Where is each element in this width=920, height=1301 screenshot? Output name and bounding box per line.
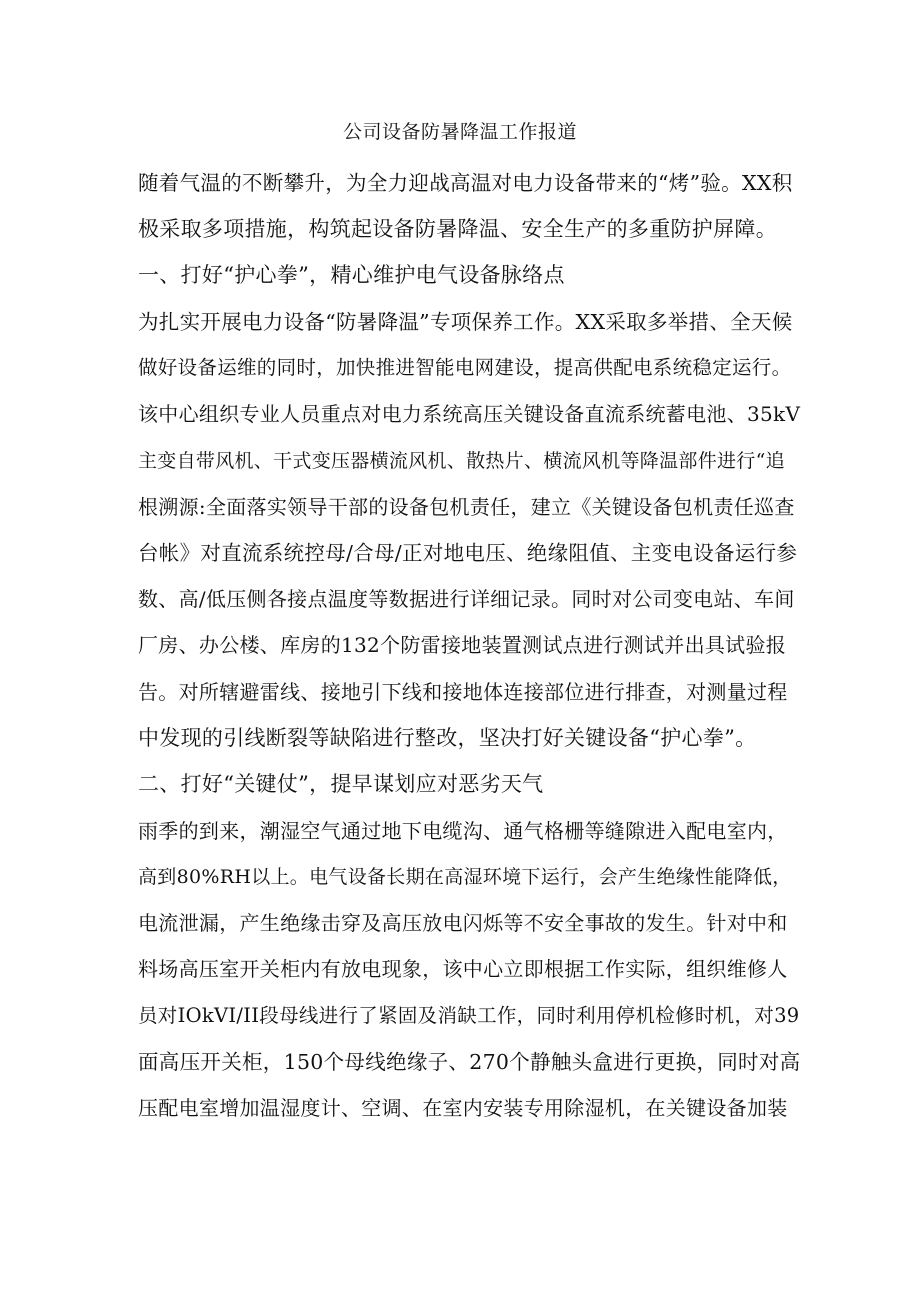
text-line: 极采取多项措施，构筑起设备防暑降温、安全生产的多重防护屏障。 bbox=[138, 217, 777, 241]
text-line: 厂房、办公楼、库房的132个防雷接地装置测试点进行测试并出具试验报 bbox=[138, 633, 787, 657]
text-line: 高到80%RH以上。电气设备长期在高湿环境下运行，会产生绝缘性能降低， bbox=[138, 866, 792, 888]
section-heading: 二、打好“关键仗”，提早谋划应对恶劣天气 bbox=[138, 772, 544, 796]
text-line: 台帐》对直流系统控母/合母/正对地电压、绝缘阻值、主变电设备运行参 bbox=[138, 541, 798, 565]
text-line: 做好设备运维的同时，加快推进智能电网建设，提高供配电系统稳定运行。 bbox=[138, 356, 792, 379]
text-line: 该中心组织专业人员重点对电力系统高压关键设备直流系统蓄电池、35kV bbox=[138, 402, 801, 426]
text-line: 随着气温的不断攀升，为全力迎战高温对电力设备带来的“烤”验。XX积 bbox=[138, 171, 793, 195]
text-line: 员对IOkVI/II段母线进行了紧固及消缺工作，同时利用停机检修时机，对39 bbox=[138, 1004, 800, 1027]
text-line: 电流泄漏，产生绝缘击穿及高压放电闪烁等不安全事故的发生。针对中和 bbox=[138, 911, 788, 935]
section-heading: 一、打好“护心拳”，精心维护电气设备脉络点 bbox=[138, 263, 565, 287]
text-line: 根溯源:全面落实领导干部的设备包机责任，建立《关键设备包机责任巡查 bbox=[138, 495, 795, 519]
text-line: 数、高/低压侧各接点温度等数据进行详细记录。同时对公司变电站、车间 bbox=[138, 587, 795, 611]
text-line: 告。对所辖避雷线、接地引下线和接地体连接部位进行排查，对测量过程 bbox=[138, 680, 788, 704]
text-line: 压配电室增加温湿度计、空调、在室内安装专用除湿机，在关键设备加装 bbox=[138, 1096, 788, 1120]
text-line: 主变自带风机、干式变压器横流风机、散热片、横流风机等降温部件进行“追 bbox=[138, 450, 785, 472]
text-line: 雨季的到来，潮湿空气通过地下电缆沟、通气格栅等缝隙进入配电室内， bbox=[138, 819, 788, 843]
text-line: 料场高压室开关柜内有放电现象，该中心立即根据工作实际，组织维修人 bbox=[138, 957, 788, 981]
text-line: 中发现的引线断裂等缺陷进行整改，坚决打好关键设备“护心拳”。 bbox=[138, 726, 757, 750]
text-line: 为扎实开展电力设备“防暑降温”专项保养工作。XX采取多举措、全天候 bbox=[138, 310, 793, 334]
text-line: 面高压开关柜，150个母线绝缘子、270个静触头盒进行更换，同时对高 bbox=[138, 1050, 801, 1074]
document-title: 公司设备防暑降温工作报道 bbox=[342, 121, 577, 143]
